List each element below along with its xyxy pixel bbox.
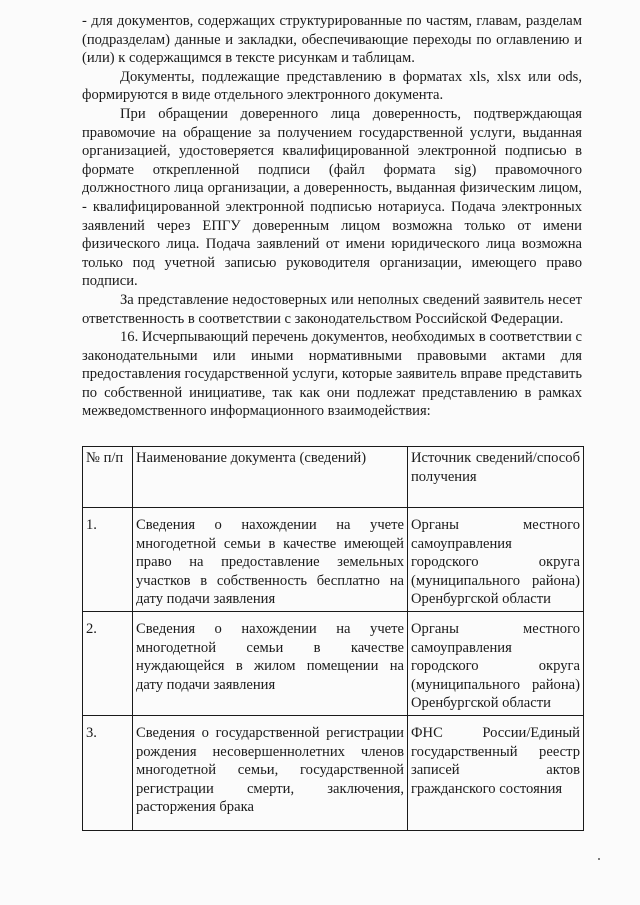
paragraph-section-16: 16. Исчерпывающий перечень документов, необходимых в соответствии с законодательными или иными нормативными правовыми актами для предоставления государственной услуги, которые заявитель вправе представить по собственной инициативе, так как они подлежат представлению в рамках межведомственного информационного взаимодействия: xyxy=(82,329,582,420)
scan-speck xyxy=(598,858,600,860)
row-name: Сведения о нахождении на учете многодетной семьи в качестве имеющей право на предоставление земельных участков в собственность бесплатно на дату подачи заявления xyxy=(133,508,408,612)
row-source: Органы местного самоуправления городского округа (муниципального района) Оренбургской области xyxy=(408,611,584,715)
table-row xyxy=(83,508,584,612)
table-header-row xyxy=(83,447,584,508)
paragraph-formats-list-item: - для документов, содержащих структурированные по частям, главам, разделам (подразделам) данные и закладки, обеспечивающие переходы по оглавлению и (или) к содержащимся в тексте рисункам и таблицам. xyxy=(82,13,582,67)
header-name: Наименование документа (сведений) xyxy=(133,447,408,508)
row-source: ФНС России/Единый государственный реестр записей актов гражданского состояния xyxy=(408,715,584,830)
row-name: Сведения о нахождении на учете многодетной семьи в качестве нуждающейся в жилом помещении на дату подачи заявления xyxy=(133,611,408,715)
row-num: 1. xyxy=(83,508,133,612)
header-num: № п/п xyxy=(83,447,133,508)
paragraph-responsibility: За представление недостоверных или неполных сведений заявитель несет ответственность в соответствии с законодательством Российской Федерации. xyxy=(82,291,582,327)
table-row xyxy=(83,715,584,830)
paragraph-spreadsheet-formats: Документы, подлежащие представлению в форматах xls, xlsx или ods, формируются в виде отдельного электронного документа. xyxy=(82,68,582,104)
row-num: 2. xyxy=(83,611,133,715)
documents-table xyxy=(82,446,584,831)
table-row xyxy=(83,611,584,715)
row-num: 3. xyxy=(83,715,133,830)
row-name: Сведения о государственной регистрации рождения несовершеннолетних членов многодетной семьи, государственной регистрации смерти, заключения, расторжения брака xyxy=(133,715,408,830)
document-body xyxy=(82,12,582,421)
row-source: Органы местного самоуправления городского округа (муниципального района) Оренбургской области xyxy=(408,508,584,612)
paragraph-proxy-signature: При обращении доверенного лица доверенность, подтверждающая правомочие на обращение за получением государственной услуги, выданная организацией, удостоверяется квалифицированной электронной подписью в формате открепленной подписи (файл формата sig) правомочного должностного лица организации, а доверенность, выданная физическим лицом, - квалифицированной электронной подписью нотариуса. Подача электронных заявлений через ЕПГУ доверенным лицом возможна только от имени физического лица. Подача заявлений от имени юридического лица возможна только под учетной записью руководителя организации, имеющего право подписи. xyxy=(82,105,582,290)
header-source: Источник сведений/способ получения xyxy=(408,447,584,508)
